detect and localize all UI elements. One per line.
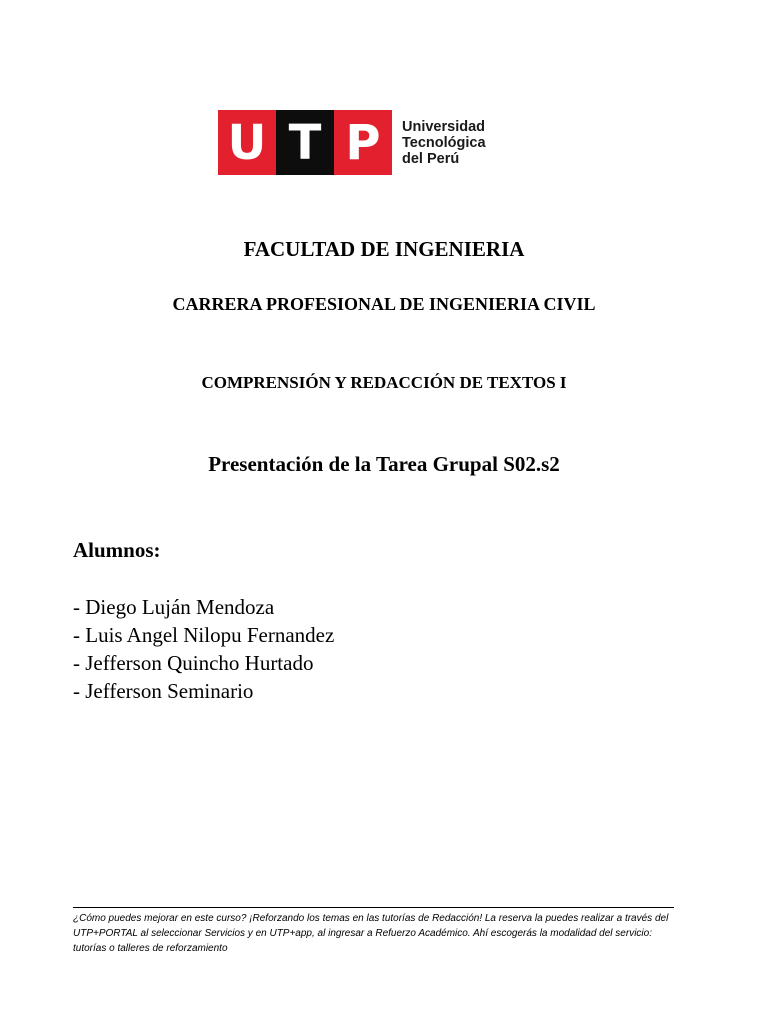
student-name: - Luis Angel Nilopu Fernandez <box>73 623 335 647</box>
footer-divider <box>73 907 674 908</box>
logo-letter-u: U <box>218 110 276 175</box>
career-title: CARRERA PROFESIONAL DE INGENIERIA CIVIL <box>172 294 596 314</box>
students-label: Alumnos: <box>73 538 161 562</box>
students-list <box>73 593 334 705</box>
student-name: - Jefferson Quincho Hurtado <box>73 651 314 675</box>
utp-letter-blocks <box>218 110 392 175</box>
logo-text-line-3: del Perú <box>402 150 460 167</box>
student-name: - Diego Luján Mendoza <box>73 595 275 619</box>
footer-note: ¿Cómo puedes mejorar en este curso? ¡Reforzando los temas en las tutorías de Redacción! La reserva la puedes realizar a través del UTP+PORTAL al seleccionar Servicios y en UTP+app, al ingresar a Refuerzo Académico. Ahí escogerás la modalidad del servicio: tutorías o talleres de reforzamiento <box>73 913 669 954</box>
logo-text-line-1: Universidad <box>402 118 485 135</box>
logo-wordmark <box>402 119 486 167</box>
student-name: - Jefferson Seminario <box>73 679 254 703</box>
logo-letter-p: P <box>334 110 392 175</box>
university-logo <box>218 110 486 175</box>
logo-text-line-2: Tecnológica <box>402 134 486 151</box>
faculty-title: FACULTAD DE INGENIERIA <box>243 237 525 261</box>
logo-letter-t: T <box>276 110 334 175</box>
assignment-title: Presentación de la Tarea Grupal S02.s2 <box>208 452 560 476</box>
course-title: COMPRENSIÓN Y REDACCIÓN DE TEXTOS I <box>201 373 567 392</box>
